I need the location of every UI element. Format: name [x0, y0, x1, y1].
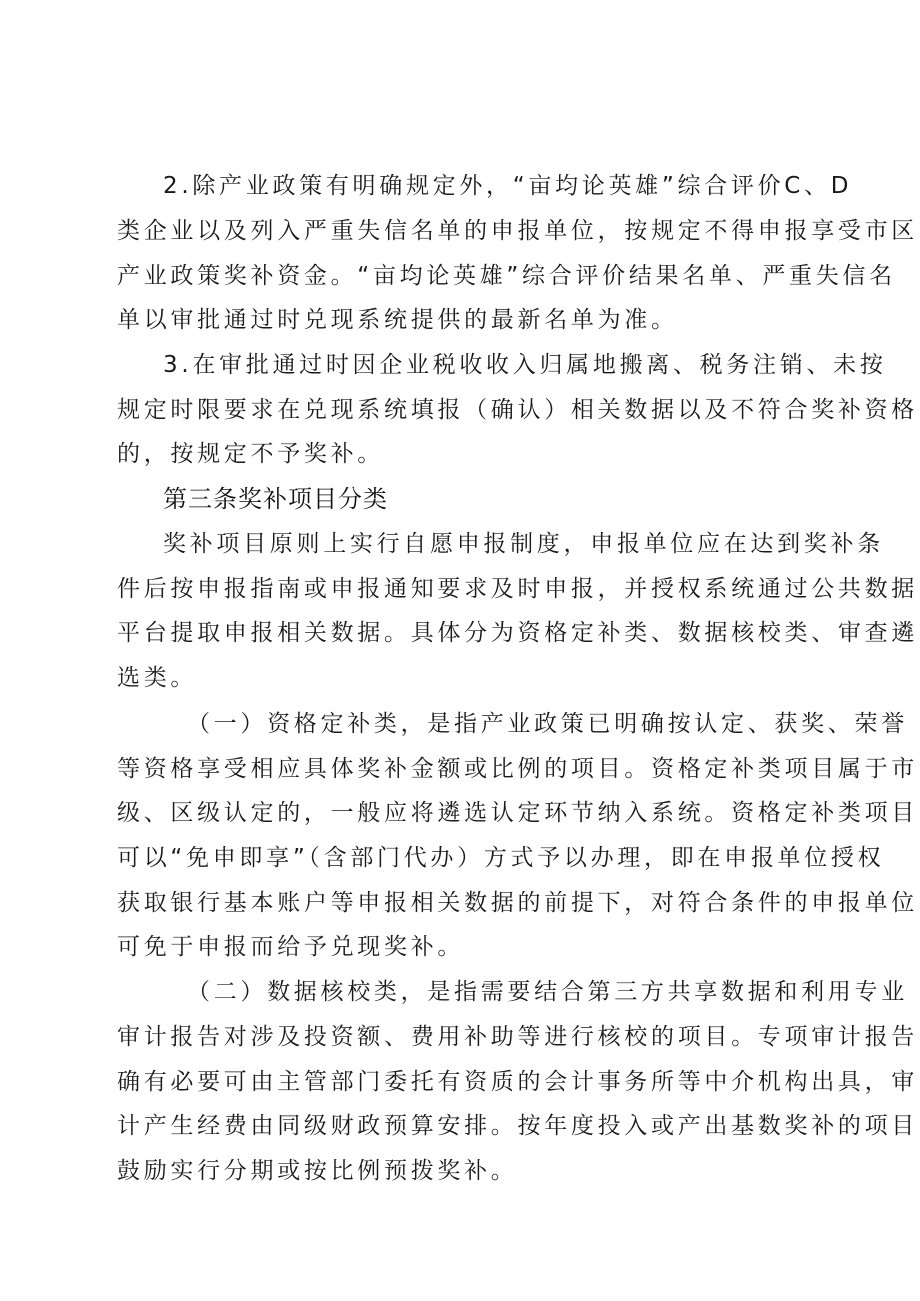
section-2-line-1: （二）数据核校类，是指需要结合第三方共享数据和利用专业	[187, 979, 908, 1005]
section-2-line-3: 确有必要可由主管部门委托有资质的会计事务所等中介机构出具，审	[117, 1069, 918, 1095]
paragraph-3-line-3: 的，按规定不予奖补。	[117, 441, 384, 467]
section-1-line-6: 可免于申报而给予兑现奖补。	[117, 934, 465, 960]
paragraph-2-line-1: 2.除产业政策有明确规定外，“亩均论英雄”综合评价C、D	[163, 173, 853, 199]
section-1-line-5: 获取银行基本账户等申报相关数据的前提下，对符合条件的申报单位	[117, 890, 918, 916]
section-2-line-5: 鼓励实行分期或按比例预拨奖补。	[117, 1158, 518, 1184]
intro-paragraph-line-2: 件后按申报指南或申报通知要求及时申报，并授权系统通过公共数据	[117, 576, 918, 602]
section-1-line-3: 级、区级认定的，一般应将遴选认定环节纳入系统。资格定补类项目	[117, 800, 918, 826]
intro-paragraph-line-1: 奖补项目原则上实行自愿申报制度，申报单位应在达到奖补条	[163, 531, 884, 557]
paragraph-2-line-4: 单以审批通过时兑现系统提供的最新名单为准。	[117, 307, 678, 333]
intro-paragraph-line-4: 选类。	[117, 665, 198, 691]
intro-paragraph-line-3: 平台提取申报相关数据。具体分为资格定补类、数据核校类、审查遴	[117, 620, 918, 646]
paragraph-2-line-3: 产业政策奖补资金。“亩均论英雄”综合评价结果名单、严重失信名	[117, 263, 896, 289]
paragraph-3-line-2: 规定时限要求在兑现系统填报（确认）相关数据以及不符合奖补资格	[117, 397, 918, 423]
article-heading: 第三条奖补项目分类	[163, 485, 388, 513]
section-1-line-1: （一）资格定补类，是指产业政策已明确按认定、获奖、荣誉	[187, 711, 908, 737]
section-2-line-4: 计产生经费由同级财政预算安排。按年度投入或产出基数奖补的项目	[117, 1113, 918, 1139]
paragraph-2-line-2: 类企业以及列入严重失信名单的申报单位，按规定不得申报享受市区	[117, 218, 918, 244]
section-1-line-4: 可以“免申即享”（含部门代办）方式予以办理，即在申报单位授权	[117, 845, 885, 871]
section-2-line-2: 审计报告对涉及投资额、费用补助等进行核校的项目。专项审计报告	[117, 1024, 918, 1050]
paragraph-3-line-1: 3.在审批通过时因企业税收收入归属地搬离、税务注销、未按	[163, 352, 887, 378]
section-1-line-2: 等资格享受相应具体奖补金额或比例的项目。资格定补类项目属于市	[117, 756, 918, 782]
